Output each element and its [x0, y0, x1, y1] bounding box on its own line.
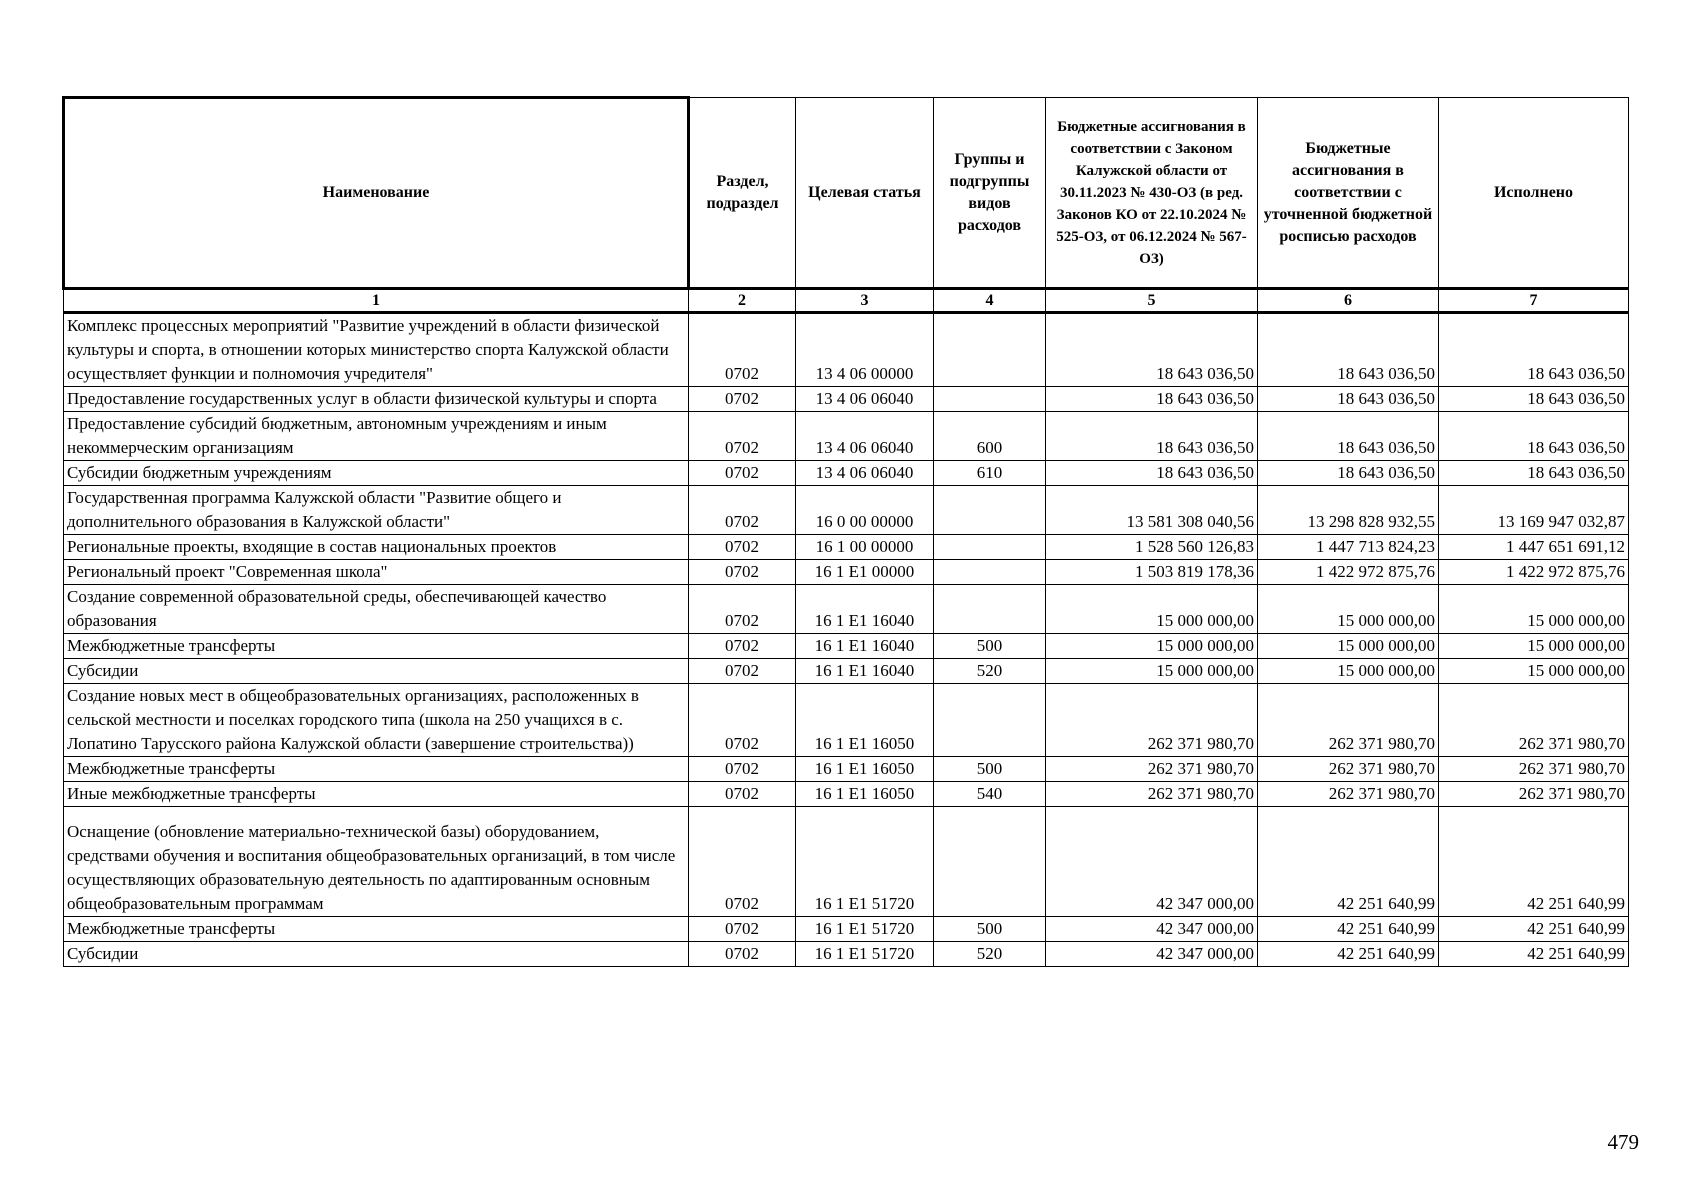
- row-name-cell: Комплекс процессных мероприятий "Развитие учреждений в области физической культуры и спорта, в отношении которых министерство спорта Калужской области осуществляет функции и полномочия учредителя": [64, 313, 689, 387]
- row-schedule-amount-cell: 262 371 980,70: [1258, 757, 1439, 782]
- header-law: Бюджетные ассигнования в соответствии с Законом Калужской области от 30.11.2023 № 430-ОЗ (в ред. Законов КО от 22.10.2024 № 525-ОЗ, от 06.12.2024 № 567-ОЗ): [1046, 98, 1258, 289]
- table-row: [64, 585, 1629, 634]
- row-group-cell: 500: [934, 917, 1046, 942]
- column-number: 6: [1258, 289, 1439, 313]
- row-executed-amount-cell: 1 422 972 875,76: [1439, 560, 1629, 585]
- row-name-cell: Региональные проекты, входящие в состав национальных проектов: [64, 535, 689, 560]
- row-section-cell: 0702: [689, 387, 796, 412]
- row-executed-amount-cell: 13 169 947 032,87: [1439, 486, 1629, 535]
- row-name-cell: Субсидии: [64, 659, 689, 684]
- row-name-cell: Межбюджетные трансферты: [64, 917, 689, 942]
- row-name-cell: Предоставление государственных услуг в области физической культуры и спорта: [64, 387, 689, 412]
- row-name-cell: Оснащение (обновление материально-технической базы) оборудованием, средствами обучения и воспитания общеобразовательных организаций, в том числе осуществляющих образовательную деятельность по адаптированным основным общеобразовательным программам: [64, 807, 689, 917]
- header-name: Наименование: [64, 98, 689, 289]
- row-target-cell: 16 0 00 00000: [796, 486, 934, 535]
- header-schedule: Бюджетные ассигнования в соответствии с уточненной бюджетной росписью расходов: [1258, 98, 1439, 289]
- row-target-cell: 16 1 E1 16040: [796, 585, 934, 634]
- column-number: 5: [1046, 289, 1258, 313]
- row-law-amount-cell: 13 581 308 040,56: [1046, 486, 1258, 535]
- row-name-cell: Региональный проект "Современная школа": [64, 560, 689, 585]
- row-group-cell: [934, 387, 1046, 412]
- row-executed-amount-cell: 42 251 640,99: [1439, 942, 1629, 967]
- row-schedule-amount-cell: 262 371 980,70: [1258, 782, 1439, 807]
- row-name-cell: Межбюджетные трансферты: [64, 757, 689, 782]
- row-schedule-amount-cell: 1 447 713 824,23: [1258, 535, 1439, 560]
- table-body: [64, 313, 1629, 967]
- row-schedule-amount-cell: 42 251 640,99: [1258, 807, 1439, 917]
- row-schedule-amount-cell: 42 251 640,99: [1258, 942, 1439, 967]
- row-name-cell: Государственная программа Калужской области "Развитие общего и дополнительного образования в Калужской области": [64, 486, 689, 535]
- column-number: 1: [64, 289, 689, 313]
- row-section-cell: 0702: [689, 560, 796, 585]
- row-schedule-amount-cell: 13 298 828 932,55: [1258, 486, 1439, 535]
- row-target-cell: 16 1 E1 16050: [796, 782, 934, 807]
- row-schedule-amount-cell: 15 000 000,00: [1258, 585, 1439, 634]
- column-number: 7: [1439, 289, 1629, 313]
- table-row: [64, 412, 1629, 461]
- row-law-amount-cell: 18 643 036,50: [1046, 412, 1258, 461]
- table-row: [64, 659, 1629, 684]
- row-group-cell: 540: [934, 782, 1046, 807]
- row-group-cell: 520: [934, 659, 1046, 684]
- row-group-cell: 500: [934, 634, 1046, 659]
- row-section-cell: 0702: [689, 313, 796, 387]
- row-name-cell: Предоставление субсидий бюджетным, автономным учреждениям и иным некоммерческим организациям: [64, 412, 689, 461]
- row-law-amount-cell: 1 503 819 178,36: [1046, 560, 1258, 585]
- row-schedule-amount-cell: 15 000 000,00: [1258, 659, 1439, 684]
- row-group-cell: 520: [934, 942, 1046, 967]
- row-section-cell: 0702: [689, 807, 796, 917]
- table-row: [64, 782, 1629, 807]
- row-law-amount-cell: 18 643 036,50: [1046, 313, 1258, 387]
- row-law-amount-cell: 1 528 560 126,83: [1046, 535, 1258, 560]
- row-schedule-amount-cell: 262 371 980,70: [1258, 684, 1439, 757]
- row-section-cell: 0702: [689, 782, 796, 807]
- row-section-cell: 0702: [689, 535, 796, 560]
- row-schedule-amount-cell: 18 643 036,50: [1258, 313, 1439, 387]
- row-target-cell: 16 1 E1 51720: [796, 917, 934, 942]
- row-group-cell: [934, 560, 1046, 585]
- row-group-cell: 500: [934, 757, 1046, 782]
- table-row: [64, 942, 1629, 967]
- row-group-cell: [934, 585, 1046, 634]
- row-executed-amount-cell: 262 371 980,70: [1439, 782, 1629, 807]
- row-section-cell: 0702: [689, 942, 796, 967]
- row-law-amount-cell: 15 000 000,00: [1046, 585, 1258, 634]
- row-section-cell: 0702: [689, 684, 796, 757]
- row-law-amount-cell: 42 347 000,00: [1046, 807, 1258, 917]
- row-target-cell: 16 1 E1 00000: [796, 560, 934, 585]
- row-target-cell: 13 4 06 06040: [796, 412, 934, 461]
- table-row: [64, 917, 1629, 942]
- row-group-cell: [934, 313, 1046, 387]
- row-schedule-amount-cell: 18 643 036,50: [1258, 412, 1439, 461]
- row-name-cell: Создание современной образовательной среды, обеспечивающей качество образования: [64, 585, 689, 634]
- row-section-cell: 0702: [689, 634, 796, 659]
- row-executed-amount-cell: 18 643 036,50: [1439, 313, 1629, 387]
- header-executed: Исполнено: [1439, 98, 1629, 289]
- table-row: [64, 387, 1629, 412]
- row-executed-amount-cell: 262 371 980,70: [1439, 757, 1629, 782]
- budget-table: [62, 96, 1629, 967]
- row-law-amount-cell: 262 371 980,70: [1046, 757, 1258, 782]
- column-number-row: [64, 289, 1629, 313]
- table-row: [64, 560, 1629, 585]
- row-target-cell: 13 4 06 06040: [796, 387, 934, 412]
- row-group-cell: 600: [934, 412, 1046, 461]
- table-row: [64, 757, 1629, 782]
- row-law-amount-cell: 18 643 036,50: [1046, 387, 1258, 412]
- row-executed-amount-cell: 15 000 000,00: [1439, 585, 1629, 634]
- row-schedule-amount-cell: 18 643 036,50: [1258, 461, 1439, 486]
- row-section-cell: 0702: [689, 461, 796, 486]
- row-schedule-amount-cell: 1 422 972 875,76: [1258, 560, 1439, 585]
- header-section: Раздел, подраздел: [689, 98, 796, 289]
- row-schedule-amount-cell: 18 643 036,50: [1258, 387, 1439, 412]
- row-name-cell: Субсидии бюджетным учреждениям: [64, 461, 689, 486]
- row-group-cell: [934, 535, 1046, 560]
- row-name-cell: Субсидии: [64, 942, 689, 967]
- row-law-amount-cell: 15 000 000,00: [1046, 634, 1258, 659]
- row-target-cell: 13 4 06 06040: [796, 461, 934, 486]
- row-section-cell: 0702: [689, 585, 796, 634]
- header-row: [64, 98, 1629, 289]
- column-number: 4: [934, 289, 1046, 313]
- row-name-cell: Межбюджетные трансферты: [64, 634, 689, 659]
- row-schedule-amount-cell: 15 000 000,00: [1258, 634, 1439, 659]
- row-name-cell: Иные межбюджетные трансферты: [64, 782, 689, 807]
- row-executed-amount-cell: 18 643 036,50: [1439, 387, 1629, 412]
- column-number: 3: [796, 289, 934, 313]
- row-schedule-amount-cell: 42 251 640,99: [1258, 917, 1439, 942]
- row-section-cell: 0702: [689, 412, 796, 461]
- row-law-amount-cell: 18 643 036,50: [1046, 461, 1258, 486]
- row-executed-amount-cell: 42 251 640,99: [1439, 807, 1629, 917]
- row-section-cell: 0702: [689, 757, 796, 782]
- row-law-amount-cell: 42 347 000,00: [1046, 942, 1258, 967]
- table-row: [64, 313, 1629, 387]
- row-law-amount-cell: 15 000 000,00: [1046, 659, 1258, 684]
- row-group-cell: 610: [934, 461, 1046, 486]
- row-group-cell: [934, 807, 1046, 917]
- row-target-cell: 16 1 E1 51720: [796, 942, 934, 967]
- column-number: 2: [689, 289, 796, 313]
- table-row: [64, 807, 1629, 917]
- row-target-cell: 16 1 E1 16040: [796, 659, 934, 684]
- row-executed-amount-cell: 18 643 036,50: [1439, 461, 1629, 486]
- row-section-cell: 0702: [689, 917, 796, 942]
- table-row: [64, 535, 1629, 560]
- table-row: [64, 684, 1629, 757]
- table-row: [64, 634, 1629, 659]
- row-law-amount-cell: 262 371 980,70: [1046, 782, 1258, 807]
- row-executed-amount-cell: 42 251 640,99: [1439, 917, 1629, 942]
- row-executed-amount-cell: 15 000 000,00: [1439, 634, 1629, 659]
- header-target: Целевая статья: [796, 98, 934, 289]
- row-name-cell: Создание новых мест в общеобразовательных организациях, расположенных в сельской местности и поселках городского типа (школа на 250 учащихся в с. Лопатино Тарусского района Калужской области (завершение строительства)): [64, 684, 689, 757]
- row-law-amount-cell: 42 347 000,00: [1046, 917, 1258, 942]
- table-row: [64, 461, 1629, 486]
- row-target-cell: 16 1 E1 16040: [796, 634, 934, 659]
- table-row: [64, 486, 1629, 535]
- page-number: 479: [1607, 1130, 1639, 1154]
- row-target-cell: 16 1 00 00000: [796, 535, 934, 560]
- row-section-cell: 0702: [689, 486, 796, 535]
- row-law-amount-cell: 262 371 980,70: [1046, 684, 1258, 757]
- row-target-cell: 13 4 06 00000: [796, 313, 934, 387]
- row-target-cell: 16 1 E1 16050: [796, 757, 934, 782]
- row-section-cell: 0702: [689, 659, 796, 684]
- row-group-cell: [934, 486, 1046, 535]
- row-executed-amount-cell: 15 000 000,00: [1439, 659, 1629, 684]
- row-executed-amount-cell: 1 447 651 691,12: [1439, 535, 1629, 560]
- row-executed-amount-cell: 18 643 036,50: [1439, 412, 1629, 461]
- row-executed-amount-cell: 262 371 980,70: [1439, 684, 1629, 757]
- header-groups: Группы и подгруппы видов расходов: [934, 98, 1046, 289]
- row-target-cell: 16 1 E1 51720: [796, 807, 934, 917]
- row-group-cell: [934, 684, 1046, 757]
- row-target-cell: 16 1 E1 16050: [796, 684, 934, 757]
